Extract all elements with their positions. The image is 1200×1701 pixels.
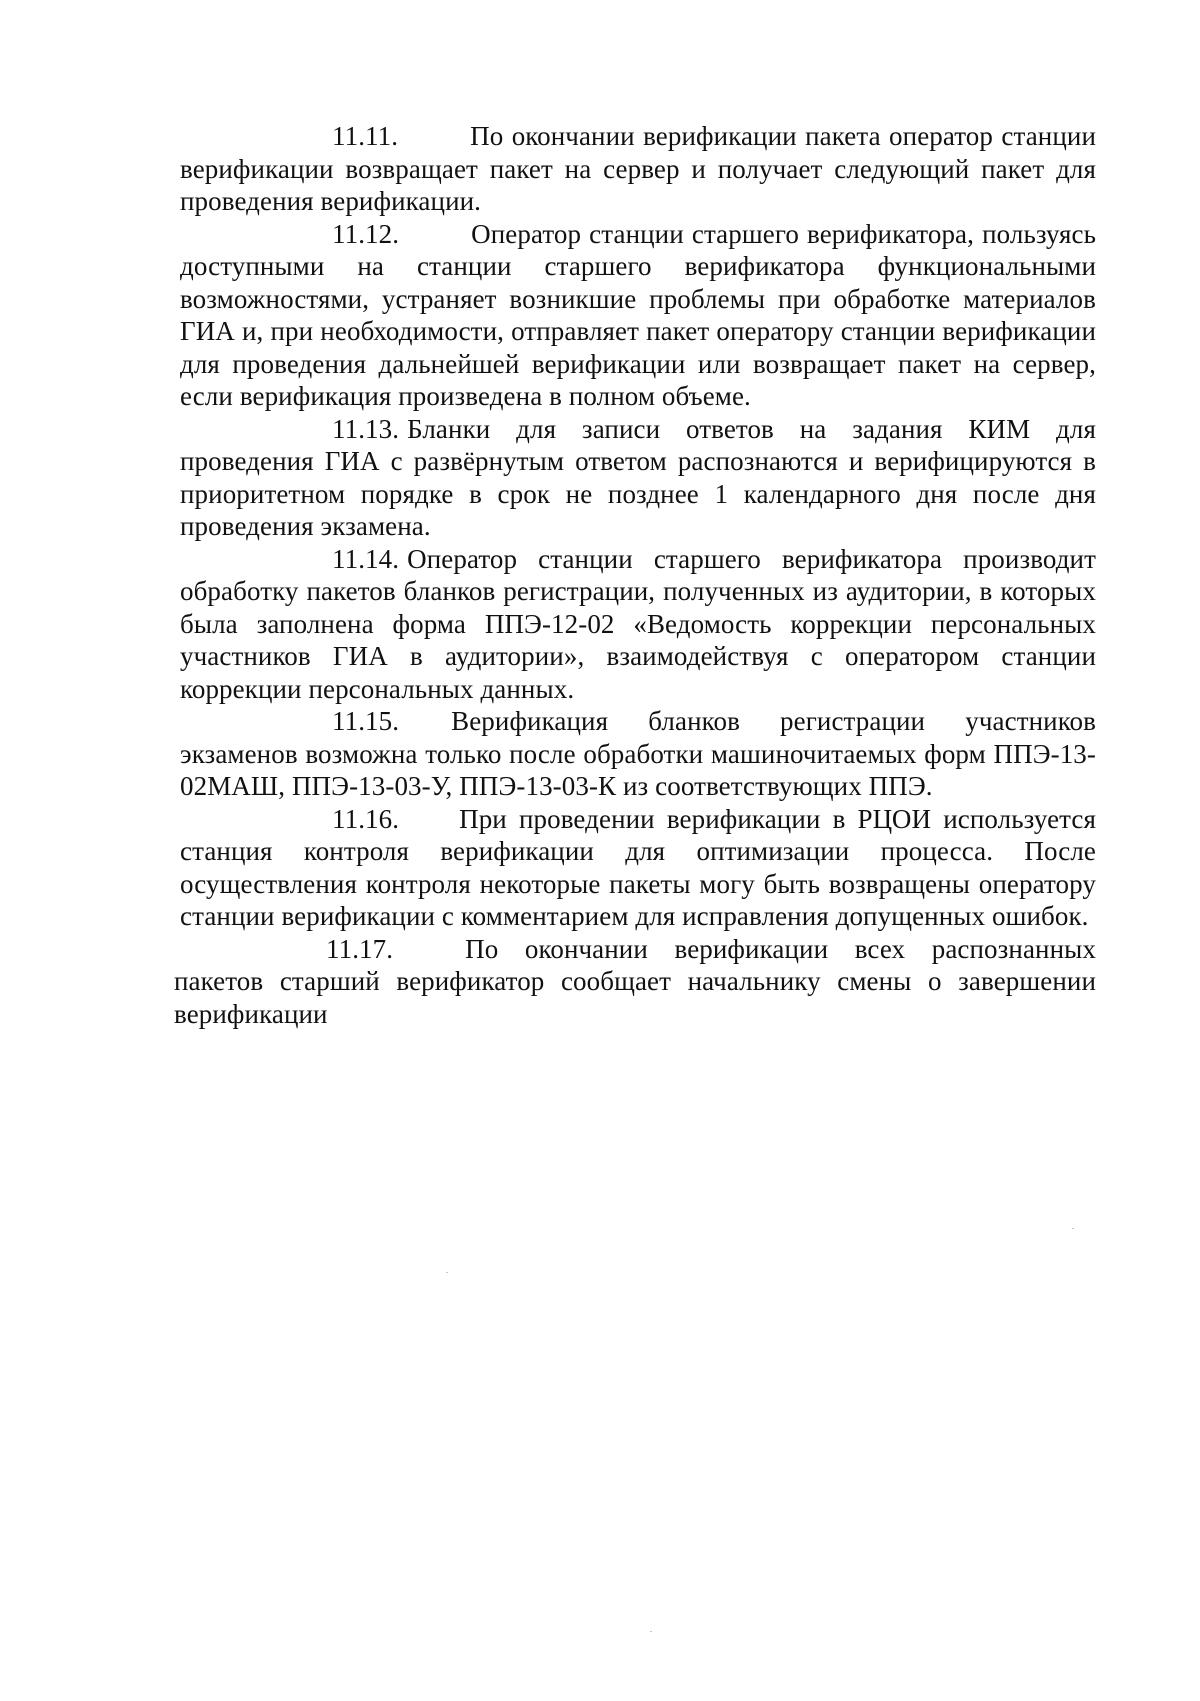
paragraph-11-17 (174, 933, 1096, 1031)
paragraph-text: Верификация бланков регистрации участников экзаменов возможна только после обработки машиночитаемых форм ППЭ-13-02МАШ, ППЭ-13-03-У, ППЭ-13-03-К из соответствующих ППЭ. (180, 706, 1096, 801)
paragraph-number: 11.17. (326, 933, 394, 964)
paragraph-number: 11.15. (332, 706, 400, 736)
paragraph-11-15 (180, 705, 1096, 803)
paragraph-number: 11.11. (332, 121, 399, 151)
paragraph-number: 11.13. (332, 413, 400, 444)
document-body (174, 120, 1096, 1030)
scan-speck (650, 1631, 652, 1632)
paragraph-11-14 (180, 543, 1096, 706)
scan-speck (1072, 1228, 1074, 1229)
paragraph-11-12 (180, 218, 1096, 413)
paragraph-11-13 (180, 413, 1096, 543)
paragraph-text: По окончании верификации всех распознанных пакетов старший верификатор сообщает начальнику смены о завершении верификации (174, 933, 1096, 1029)
paragraph-number: 11.16. (332, 803, 400, 834)
paragraph-number: 11.12. (332, 218, 400, 249)
paragraph-11-11 (180, 120, 1096, 218)
paragraph-text: Оператор станции старшего верификатора, пользуясь доступными на станции старшего верификатора функциональными возможностями, устраняет возникшие проблемы при обработке материалов ГИА и, при необходимости, отправляет пакет оператору станции верификации для проведения дальнейшей верификации или возвращает пакет на сервер, если верификация произведена в полном объеме. (180, 218, 1096, 411)
paragraph-text: При проведении верификации в РЦОИ используется станция контроля верификации для оптимизации процесса. После осуществления контроля некоторые пакеты могу быть возвращены оператору станции верификации с комментарием для исправления допущенных ошибок. (180, 803, 1096, 931)
paragraph-text: Оператор станции старшего верификатора производит обработку пакетов бланков регистрации, полученных из аудитории, в которых была заполнена форма ППЭ-12-02 «Ведомость коррекции персональных участников ГИА в аудитории», взаимодействуя с оператором станции коррекции персональных данных. (180, 543, 1096, 704)
paragraph-11-16 (180, 803, 1096, 933)
paragraph-text: По окончании верификации пакета оператор станции верификации возвращает пакет на сервер и получает следующий пакет для проведения верификации. (180, 121, 1096, 216)
paragraph-text: Бланки для записи ответов на задания КИМ для проведения ГИА с развёрнутым ответом распознаются и верифицируются в приоритетном порядке в срок не позднее 1 календарного дня после дня проведения экзамена. (180, 413, 1096, 541)
scan-speck (446, 1272, 448, 1273)
paragraph-number: 11.14. (332, 543, 400, 574)
